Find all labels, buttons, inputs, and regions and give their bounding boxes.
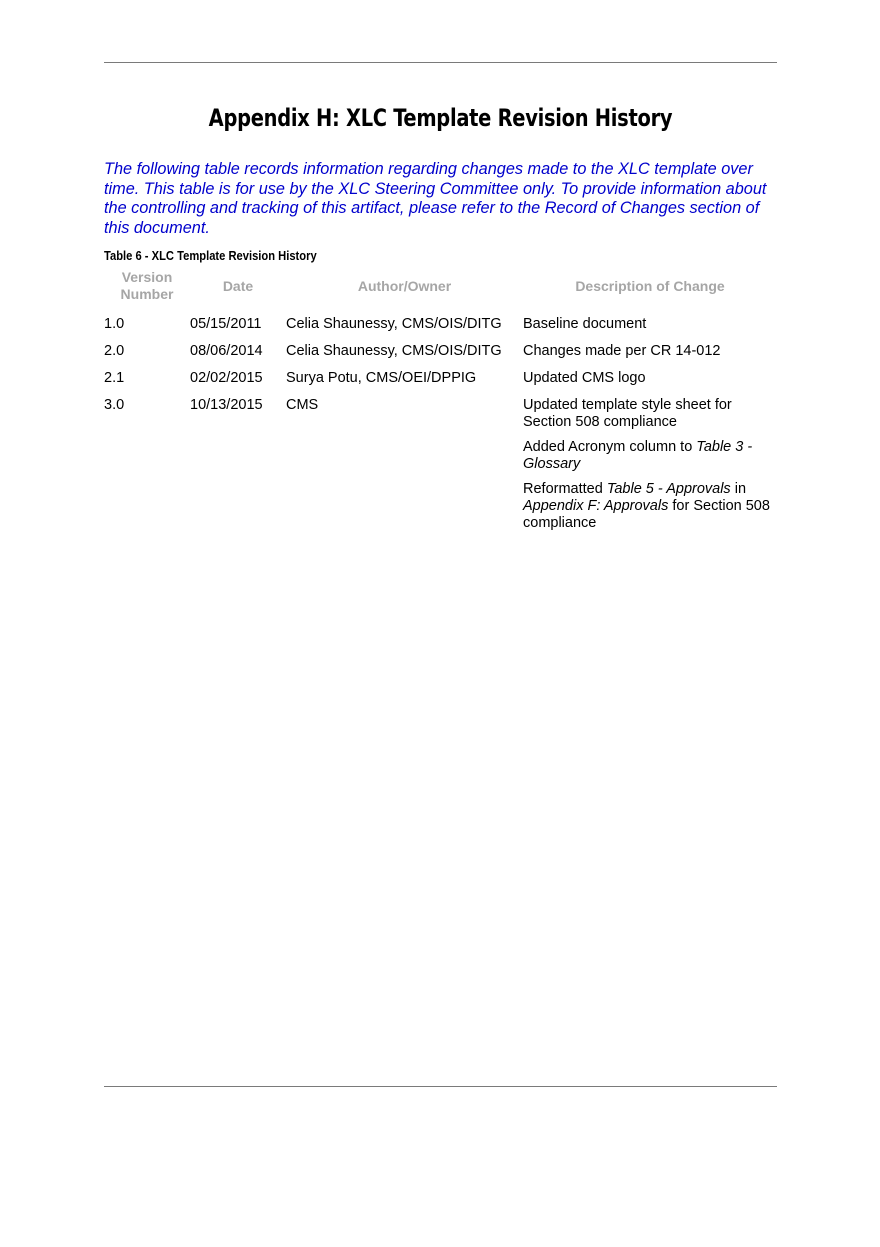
cell-date: 05/15/2011 — [190, 316, 262, 332]
header-author: Author/Owner — [357, 277, 452, 294]
cell-author: Celia Shaunessy, CMS/OIS/DITG — [286, 316, 502, 332]
table-row — [104, 337, 777, 364]
header-description: Description of Change — [575, 277, 725, 294]
cell-author: Celia Shaunessy, CMS/OIS/DITG — [286, 343, 502, 359]
description-italic-ref: Appendix F: Approvals — [523, 498, 669, 514]
cell-author: Surya Potu, CMS/OEI/DPPIG — [286, 370, 477, 386]
description-text: Reformatted — [523, 481, 607, 497]
table-row — [104, 391, 777, 536]
header-rule — [104, 62, 777, 63]
description-italic-ref: Table 5 - Approvals — [606, 481, 731, 497]
description-line-2 — [523, 439, 777, 473]
table-caption: Table 6 - XLC Template Revision History — [104, 248, 317, 263]
table-header-row — [104, 268, 777, 310]
cell-description: Updated CMS logo — [523, 370, 646, 386]
description-line-3 — [523, 481, 777, 532]
revision-history-table — [104, 268, 777, 536]
table-row — [104, 310, 777, 337]
description-italic-ref: Table 3 - Glossary — [523, 439, 753, 472]
description-text: in — [730, 481, 747, 497]
page-title: Appendix H: XLC Template Revision History — [208, 104, 673, 132]
header-version: Version Number — [120, 269, 174, 302]
footer-rule — [104, 1086, 777, 1087]
cell-description: Baseline document — [523, 316, 647, 332]
cell-description: Changes made per CR 14-012 — [523, 343, 721, 359]
cell-date: 08/06/2014 — [190, 343, 263, 359]
cell-version: 2.1 — [104, 370, 125, 386]
description-line-1: Updated template style sheet for Section 508 compliance — [523, 397, 732, 430]
cell-description — [523, 391, 777, 536]
header-date: Date — [222, 277, 254, 294]
table-row — [104, 364, 777, 391]
cell-author: CMS — [286, 397, 319, 413]
cell-date: 02/02/2015 — [190, 370, 263, 386]
cell-version: 3.0 — [104, 397, 125, 413]
cell-version: 2.0 — [104, 343, 125, 359]
cell-date: 10/13/2015 — [190, 397, 263, 413]
cell-version: 1.0 — [104, 316, 125, 332]
description-text: for Section 508 compliance — [523, 498, 770, 531]
intro-paragraph: The following table records information regarding changes made to the XLC template over time. This table is for use by the XLC Steering Committee only. To provide information about the controlling and tracking of this artifact, please refer to the Record of Changes section of this document. — [104, 160, 767, 237]
description-text: Added Acronym column to — [523, 439, 697, 455]
